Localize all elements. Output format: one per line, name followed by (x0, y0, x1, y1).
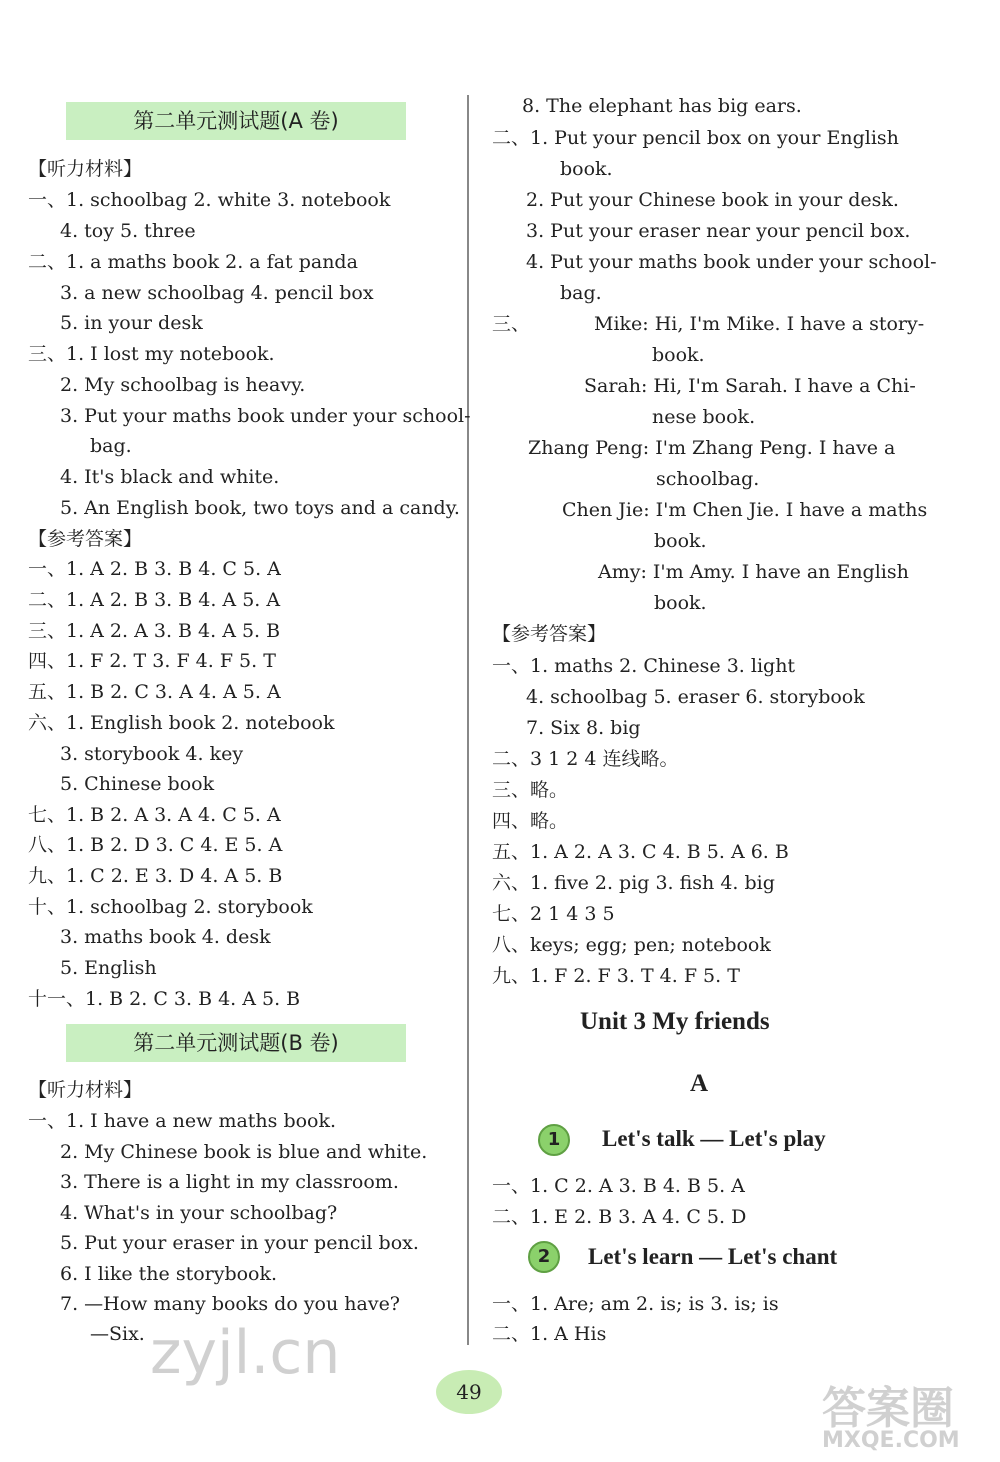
watermark-url: MXQE.COM (822, 1428, 960, 1453)
left-a-line: 3. storybook 4. key (60, 743, 244, 765)
left-a-line: 5. English (60, 957, 157, 979)
lesson-number-2-icon: 2 (528, 1241, 560, 1273)
left-a-line: 二、1. A 2. B 3. B 4. A 5. A (28, 589, 281, 611)
left-a-line: 三、1. I lost my notebook. (28, 343, 275, 365)
left-a-line: 【听力材料】 (28, 158, 143, 180)
right-line: 8. The elephant has big ears. (522, 95, 802, 117)
right-line: 七、2 1 4 3 5 (492, 903, 615, 925)
right-line: book. (654, 592, 707, 614)
lesson-title-talk: Let's talk — Let's play (602, 1126, 826, 1151)
left-b-line: 4. What's in your schoolbag? (60, 1202, 338, 1224)
left-a-line: 十、1. schoolbag 2. storybook (28, 896, 313, 918)
left-a-line: 3. maths book 4. desk (60, 926, 271, 948)
page-number: 49 (436, 1370, 502, 1414)
right-line: book. (654, 530, 707, 552)
left-a-line: 二、1. a maths book 2. a fat panda (28, 251, 358, 273)
left-b-line: 一、1. I have a new maths book. (28, 1110, 337, 1132)
right-line: nese book. (652, 406, 756, 428)
left-a-line: 五、1. B 2. C 3. A 4. A 5. A (28, 681, 281, 703)
right-line: Sarah: Hi, I'm Sarah. I have a Chi- (584, 375, 916, 397)
left-b-line: 6. I like the storybook. (60, 1263, 278, 1285)
right-line: 五、1. A 2. A 3. C 4. B 5. A 6. B (492, 841, 789, 863)
right-line: 九、1. F 2. F 3. T 4. F 5. T (492, 965, 740, 987)
left-b-line: 5. Put your eraser in your pencil box. (60, 1232, 419, 1254)
left-a-line: 八、1. B 2. D 3. C 4. E 5. A (28, 834, 283, 856)
right-line: 六、1. five 2. pig 3. fish 4. big (492, 872, 775, 894)
learn-line: 一、1. Are; am 2. is; is 3. is; is (492, 1293, 779, 1315)
right-line: 4. Put your maths book under your school- (526, 251, 937, 273)
left-b-line: 2. My Chinese book is blue and white. (60, 1141, 428, 1163)
left-a-line: 四、1. F 2. T 3. F 4. F 5. T (28, 650, 276, 672)
section-a-title: A (690, 1070, 709, 1097)
watermark-site: zyjl.cn (150, 1318, 341, 1388)
right-line: Mike: Hi, I'm Mike. I have a story- (594, 313, 925, 335)
left-b-line: —Six. (90, 1323, 145, 1345)
section-header-test-b: 第二单元测试题(B 卷) (66, 1024, 406, 1062)
left-a-line: 三、1. A 2. A 3. B 4. A 5. B (28, 620, 281, 642)
right-line: 三、 (492, 313, 531, 335)
left-a-line: 5. in your desk (60, 312, 203, 334)
right-line: book. (652, 344, 705, 366)
left-a-line: 5. Chinese book (60, 773, 215, 795)
left-a-line: 十一、1. B 2. C 3. B 4. A 5. B (28, 988, 301, 1010)
left-a-line: 3. Put your maths book under your school- (60, 405, 471, 427)
right-line: 一、1. maths 2. Chinese 3. light (492, 655, 796, 677)
left-a-line: 4. toy 5. three (60, 220, 196, 242)
left-a-line: 2. My schoolbag is heavy. (60, 374, 306, 396)
left-b-line: 7. —How many books do you have? (60, 1293, 400, 1315)
left-b-line: 【听力材料】 (28, 1079, 143, 1101)
right-line: 二、3 1 2 4 连线略。 (492, 748, 679, 770)
right-line: 7. Six 8. big (526, 717, 641, 739)
left-a-line: 3. a new schoolbag 4. pencil box (60, 282, 374, 304)
right-line: Amy: I'm Amy. I have an English (598, 561, 909, 583)
lesson-title-learn: Let's learn — Let's chant (588, 1244, 838, 1269)
left-a-line: 一、1. schoolbag 2. white 3. notebook (28, 189, 391, 211)
left-a-line: 九、1. C 2. E 3. D 4. A 5. B (28, 865, 283, 887)
column-divider (467, 95, 469, 1345)
section-header-test-a: 第二单元测试题(A 卷) (66, 102, 406, 140)
right-line: bag. (560, 282, 602, 304)
right-line: 2. Put your Chinese book in your desk. (526, 189, 899, 211)
talk-line: 一、1. C 2. A 3. B 4. B 5. A (492, 1175, 745, 1197)
right-line: 4. schoolbag 5. eraser 6. storybook (526, 686, 865, 708)
right-line: 三、略。 (492, 779, 569, 801)
right-line: Zhang Peng: I'm Zhang Peng. I have a (528, 437, 896, 459)
watermark-logo: 答案圈 (822, 1383, 954, 1434)
left-a-line: 一、1. A 2. B 3. B 4. C 5. A (28, 558, 281, 580)
right-line: Chen Jie: I'm Chen Jie. I have a maths (562, 499, 928, 521)
right-line: 【参考答案】 (492, 623, 607, 645)
left-a-line: 【参考答案】 (28, 528, 143, 550)
learn-line: 二、1. A His (492, 1323, 607, 1345)
right-line: 八、keys; egg; pen; notebook (492, 934, 771, 956)
unit-title: Unit 3 My friends (580, 1008, 770, 1035)
left-b-line: 3. There is a light in my classroom. (60, 1171, 399, 1193)
left-a-line: 七、1. B 2. A 3. A 4. C 5. A (28, 804, 281, 826)
left-a-line: 5. An English book, two toys and a candy. (60, 497, 460, 519)
left-a-line: bag. (90, 435, 132, 457)
talk-line: 二、1. E 2. B 3. A 4. C 5. D (492, 1206, 747, 1228)
right-line: schoolbag. (656, 468, 760, 490)
left-a-line: 4. It's black and white. (60, 466, 280, 488)
right-line: 四、略。 (492, 810, 569, 832)
lesson-number-1-icon: 1 (538, 1124, 570, 1156)
left-a-line: 六、1. English book 2. notebook (28, 712, 335, 734)
right-line: 二、1. Put your pencil box on your English (492, 127, 899, 149)
right-line: 3. Put your eraser near your pencil box. (526, 220, 911, 242)
right-line: book. (560, 158, 613, 180)
